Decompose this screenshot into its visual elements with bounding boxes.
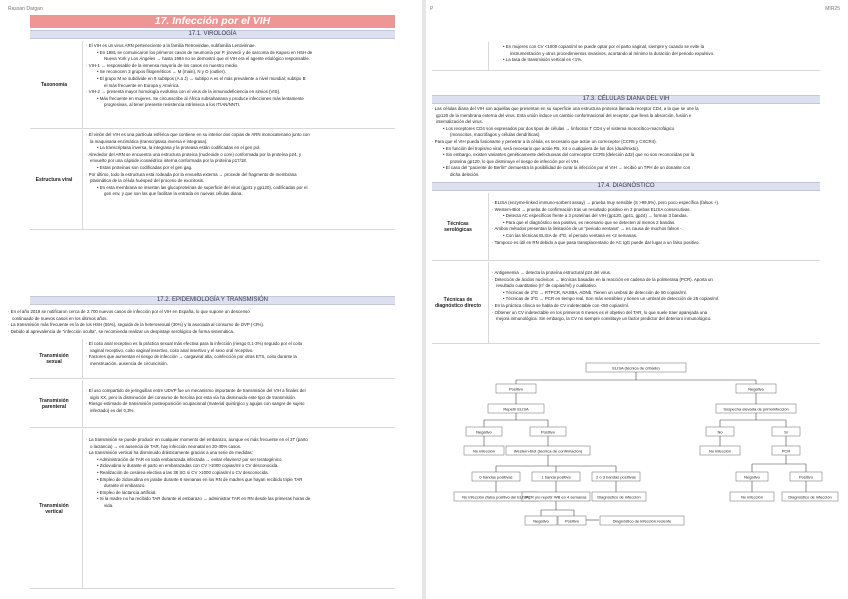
text-line: • Para que el diagnóstico sea positivo, es necesario que se detecten al menos 2 bandas.	[503, 219, 676, 225]
text-line: resultado cuantitativo (nº de copias/ml) y cualitativo.	[496, 283, 597, 289]
text-line: • En mujeres con CV <1000 copias/ml se puede optar por el parto vaginal, siempre y cuando se evite la	[503, 44, 705, 49]
row-parenteral	[30, 380, 395, 428]
flow-noinf3: No infección (falso positivo del ELISA)	[462, 494, 530, 500]
flow-b23: 2 ó 3 bandas positivas	[596, 474, 636, 480]
flow-pos2: Positivo	[540, 429, 556, 435]
text-line: · El VIH es un virus ARN perteneciente a la familia Retroviridae, subfamilia Lentivirinae.	[86, 43, 256, 48]
text-line: • La tasa de transmisión vertical es <1%.	[503, 57, 583, 63]
text-line: • Técnicas de 3ºG → PCR en tiempo real. Son más sensibles y tienen un umbral de detección de 25 copias/ml.	[503, 296, 720, 302]
text-line: · Riesgo estimado de transmisión postexposición ocupacional (material quirúrgico y agujas con sangre de sujeto	[86, 401, 305, 407]
text-line: • El caso del "paciente de Berlín" demuestra la posibilidad de curar la infección por el VIH → recibió un TPH de un donante con	[443, 165, 691, 171]
text-line: durante el embarazo.	[104, 483, 146, 489]
text-line: • En 1981 se comunicaron los primeros casos de neumonía por P. jirovecii y de sarcoma de Kaposi en HSH de	[97, 49, 313, 55]
text-line: · Debido al aprevalencia de "infección oculta", se recomienda realizar un despistaje serológico de forma sistemática.	[8, 328, 235, 334]
diagnostic-flowchart	[426, 358, 848, 588]
row-content	[82, 380, 395, 427]
text-line: · La transmisión se puede producir en cualquier momento del embarazo, aunque es más frecuente en el 3T (parto	[86, 437, 308, 442]
text-line: • Se reconocen 3 grupos filogenéticos → M (main), N y O (outlier).	[97, 69, 226, 75]
transmision-table	[30, 339, 395, 591]
text-line: • Más frecuente en mujeres. Se circunscribe al África subsahariana y produce infecciones más lentamente	[97, 95, 304, 101]
right-page	[426, 0, 848, 599]
flow-positivo: Positivo	[508, 386, 524, 392]
text-line: · En el año 2019 se notificaron cerca de 2.700 nuevos casos de infección por el VIH en España, lo que supone un descenso	[8, 309, 250, 314]
text-line: · Alrededor del ARN se encuentra una estructura proteica (nucleoide o core) conformada por la proteína p24, y	[86, 151, 302, 157]
section-title-diagnostico: 17.4. DIAGNÓSTICO	[432, 182, 820, 191]
text-line: • Detecta AC específicos frente a 3 proteínas del VIH (gp120, gp41, gp24) → forman 3 bandas.	[503, 213, 688, 219]
row-label: Técnicas serológicas	[444, 220, 472, 233]
text-line: · El virión del VIH es una partícula esférica que contiene en su interior dos copias de ARN monocatenario junto con	[86, 132, 310, 137]
text-line: gen env, y que son las que facilitan la entrada en nuevas células diana.	[104, 191, 243, 197]
row-directo	[432, 262, 820, 344]
virologia-table	[30, 41, 395, 230]
flow-noinf4: No infección	[740, 494, 764, 500]
flow-neg3: Negativo	[744, 474, 760, 480]
flow-diagrec: Diagnóstico de infección reciente	[612, 518, 672, 524]
row-content	[488, 193, 820, 260]
text-line: plasmática de la célula huésped del proceso de exocitosis.	[90, 178, 205, 184]
text-line: la maquinaria enzimática (transcriptasa inversa e integrasa).	[90, 138, 208, 144]
page-label: P	[430, 6, 434, 12]
text-line: • Si la madre no ha recibido TAR durante el embarazo → administrar TAR en RN desde las primeras horas de	[97, 496, 311, 502]
text-line: · Para que el VIH pueda fusionarse y penetrar a la célula, es necesario que actúe un correceptor (CCR5 y CXCR4).	[432, 138, 657, 144]
flow-neg4: Negativo	[533, 518, 549, 524]
text-line: • Realización de cesárea electiva a las 38 SG si CV >1000 copias/ml o CV desconocida.	[97, 469, 269, 475]
flow-pcr: PCR	[781, 448, 791, 454]
text-line: (monocitos, macrófagos y células dendríticas).	[450, 132, 541, 138]
row-label: Transmisión vertical	[39, 502, 69, 515]
text-line: progresivas, al tener presente resistencia intrínseca a los ITIAN/NNTI.	[104, 102, 241, 108]
celulas-text	[432, 106, 828, 179]
text-line: continuado de nuevos casos en los últimos años.	[12, 315, 108, 321]
row-label: Transmisión parenteral	[39, 397, 69, 410]
author-header: Rassan Dargan	[8, 6, 43, 12]
text-line: infectado) es del 0,3%.	[90, 407, 135, 413]
left-page	[0, 0, 422, 599]
text-line: proteína gp120, lo que disminuye el riesgo de infección por el VIH.	[450, 158, 580, 164]
text-line: vaginal receptivo, coito vaginal insertivo, coito anal insertivo y el sexo oral receptivo.	[90, 347, 254, 353]
text-line: • En función del tropismo viral, será necesario que actúe R5, X4 o cualquiera de los dos (dual/mixto).	[443, 145, 640, 151]
flow-wb: Western-blot (técnica de confirmación)	[513, 448, 583, 454]
text-line: • En esta membrana se insertan las glucoproteínas de superficie del virus (gp41 y gp120), codificadas por el	[97, 184, 308, 190]
row-label: Técnicas de diagnóstico directo	[434, 296, 482, 309]
text-line: · El coito anal receptivo es la práctica sexual más efectiva para la infección (riesgo 0,1-3%) seguido por el coito	[86, 341, 303, 346]
text-line: envuelto por una cápside icosaédrica interna conformada por la proteína p17/18.	[90, 158, 247, 164]
flow-diag1: Diagnóstico de infección	[597, 494, 641, 500]
flow-b1: 1 banda positiva	[541, 474, 571, 480]
flow-pos3: Positivo	[798, 474, 814, 480]
row-taxonomia	[30, 41, 395, 129]
flow-noinf1: No infección	[472, 448, 496, 454]
text-line: dicha deleción.	[450, 171, 480, 177]
text-line: siglo XX, pero la disminución del consumo de heroína por esta vía ha disminuido este tipo de transmisión.	[90, 394, 296, 400]
flow-pos4: Positivo	[564, 518, 580, 524]
text-line: · Antigenemia → detecta la proteína estructural p24 del virus.	[492, 270, 612, 275]
text-line: • La transcriptasa inversa, la integrasa y la proteasa están codificadas en el gen pol.	[97, 145, 261, 151]
text-line: · Detección de ácidos nucleicos → técnicas basadas en la reacción en cadena de la polimerasa (PCR). Aporta un	[492, 276, 713, 282]
text-line: instrumentación y otros procedimientos invasivos, acortando al mínimo la duración del periodo expulsivo.	[510, 50, 715, 56]
epidemio-intro	[8, 309, 414, 335]
text-line: • Empleo de zidovudina en jarabe durante 6 semanas en los RN de madres que hayan recibido triple TAR	[97, 476, 303, 482]
running-header: MIR25	[825, 6, 840, 12]
flow-repwb: PCR y/o repetir WB en 4 semanas	[525, 494, 587, 500]
text-line: el más frecuente en Europa y América.	[104, 82, 180, 88]
text-line: • Los receptores CD4 son expresados por dos tipos de células → linfocitos T CD4 y el sistema monocítico-macrofágico	[443, 125, 675, 131]
row-content	[82, 41, 395, 128]
section-title-celulas: 17.3. CÉLULAS DIANA DEL VIH	[432, 95, 820, 104]
section-title-virologia: 17.1. VIROLOGÍA	[30, 30, 395, 39]
flow-repetir: Repetir ELISA	[503, 406, 529, 412]
text-line: menstruación, ausencia de circuncisión.	[90, 360, 168, 366]
continuation-content	[488, 42, 820, 70]
flow-b0: 0 bandas positivas	[479, 474, 513, 480]
text-line: · Western-Blot → prueba de confirmación tras un resultado positivo en 2 pruebas ELISA consecutivas.	[492, 206, 691, 212]
text-line: · VIH-2 → presenta mayor homología evolutiva con el virus de la inmunodeficiencia en simios (VIS).	[86, 89, 281, 95]
flow-neg2: Negativo	[476, 429, 492, 435]
continuation-block	[432, 42, 820, 71]
text-line: vida.	[104, 502, 114, 508]
flow-noinf2: No infección	[708, 448, 732, 454]
flow-root: ELISA (técnica de cribado)	[612, 365, 660, 371]
flow-si: Sí	[784, 429, 788, 435]
text-line: · Obtener un CV indetectable en los primeros 6 meses es el objetivo del TAR, lo que suele traer aparejada una	[492, 309, 708, 315]
row-label: Taxonomía	[40, 81, 68, 88]
text-line: · En la práctica clínica se habla de CV indetectable con <50 copias/ml.	[492, 302, 630, 308]
text-line: · Ambos métodos presentan la limitación de un "periodo ventana" → es causa de muchos falsos -.	[492, 226, 683, 232]
text-line: · La transmisión vertical ha disminuido drásticamente gracias a una serie de medidas:	[86, 450, 253, 456]
row-content	[488, 262, 820, 343]
row-sexual	[30, 339, 395, 379]
text-line: · Por último, todo la estructura está rodeada por la envuelta externa → procede del fragmento de membrana	[86, 171, 297, 177]
text-line: • Zidovudina iv durante el parto en embarazadas con CV >1000 copias/ml o CV desconocida.	[97, 463, 279, 469]
row-content	[82, 429, 395, 588]
row-vertical	[30, 429, 395, 589]
section-title-epidemio: 17.2. EPIDEMIOLOGÍA Y TRANSMISIÓN	[30, 296, 395, 305]
text-line: · VIH-1 → responsable de la inmensa mayoría de los casos en nuestro medio.	[86, 62, 239, 68]
row-content	[82, 339, 395, 378]
chapter-title: 17. Infección por el VIH	[30, 15, 395, 28]
text-line: mejora inmunológica. Sin embargo, la CV no siempre constituye un factor predictor del deterioro inmunológico.	[496, 316, 712, 322]
text-line: • Técnicas de 2ºG → RTPCR, NASBA, ADNb. Tienen un umbral de detección de 50 copias/ml.	[503, 289, 687, 295]
text-line: · Factores que aumentan el riesgo de infección → cargaviral alta, coinfección por otras ETS, coito durante la	[86, 354, 297, 360]
text-line: · Las células diana del VIH son aquellas que presentan en su superficie una estructura proteica llamada receptor CD4, a la que se une la	[432, 106, 699, 111]
row-label: Estructura viral	[35, 176, 73, 183]
text-line: · El uso compartido de jeringuillas entre UDVP fue un mecanismo importante de transmisión del VIH a finales del	[86, 388, 306, 393]
text-line: • Sin embargo, existen variantes genéticamente defectuosas del correceptor CCR5 (deleción Δ32) que no son reconocidas por la	[443, 152, 695, 158]
row-content	[82, 130, 395, 229]
text-line: o lactancia) → en ausencia de TAR, hay infección neonatal en 20-30% casos.	[90, 443, 242, 449]
text-line: • El grupo M se subdivide en 9 subtipos (A a J) → subtipo A es el más prevalente a nivel mundial; subtipo B	[97, 75, 306, 81]
text-line: internalización del virus.	[436, 119, 483, 125]
text-line: • Estas proteínas son codificadas por el gen gag.	[97, 164, 193, 170]
flow-negativo: Negativo	[748, 386, 764, 392]
text-line: • Administración de TAR en toda embarazada infectada → evitar efavirenz por ser teratogénico.	[97, 456, 283, 462]
text-line: · Tampoco es útil en RN debido a que pasa transplacentario de AC IgG puede dar lugar a un falso positivo.	[492, 239, 700, 245]
text-line: · La transmisión más frecuente es la de los HSH (56%), seguida de la heterosexual (30%) y la asociada al consumo de DVP (<3%).	[8, 322, 265, 328]
text-line: gp120 de la membrana externa del virus. Esta unión induce un cambio conformacional del receptor, que lleva la absorción, fusión e	[436, 112, 692, 118]
diagnostico-table	[432, 193, 820, 345]
text-line: • Con las técnicas ELISA de 4ªG, el periodo ventana es <2 semanas.	[503, 232, 638, 238]
flow-sospecha: Sospecha elevada de primoinfección	[723, 406, 789, 412]
row-serologicas	[432, 193, 820, 261]
text-line: · ELISA (enzyme-linked immuno-sorbent assay) → prueba muy sensible (S >99,5%), pero poco específica (falsos +).	[492, 200, 720, 205]
row-estructura	[30, 130, 395, 230]
text-line: • Empleo de lactancia artificial.	[97, 489, 157, 495]
flow-no: No	[717, 429, 723, 435]
row-label: Transmisión sexual	[39, 352, 69, 365]
text-line: Nueva York y Los Ángeles → hasta 1984 no se demostró que el VIH era el agente etiológico responsable.	[104, 56, 311, 62]
flow-diag2: Diagnóstico de infección	[788, 494, 832, 500]
